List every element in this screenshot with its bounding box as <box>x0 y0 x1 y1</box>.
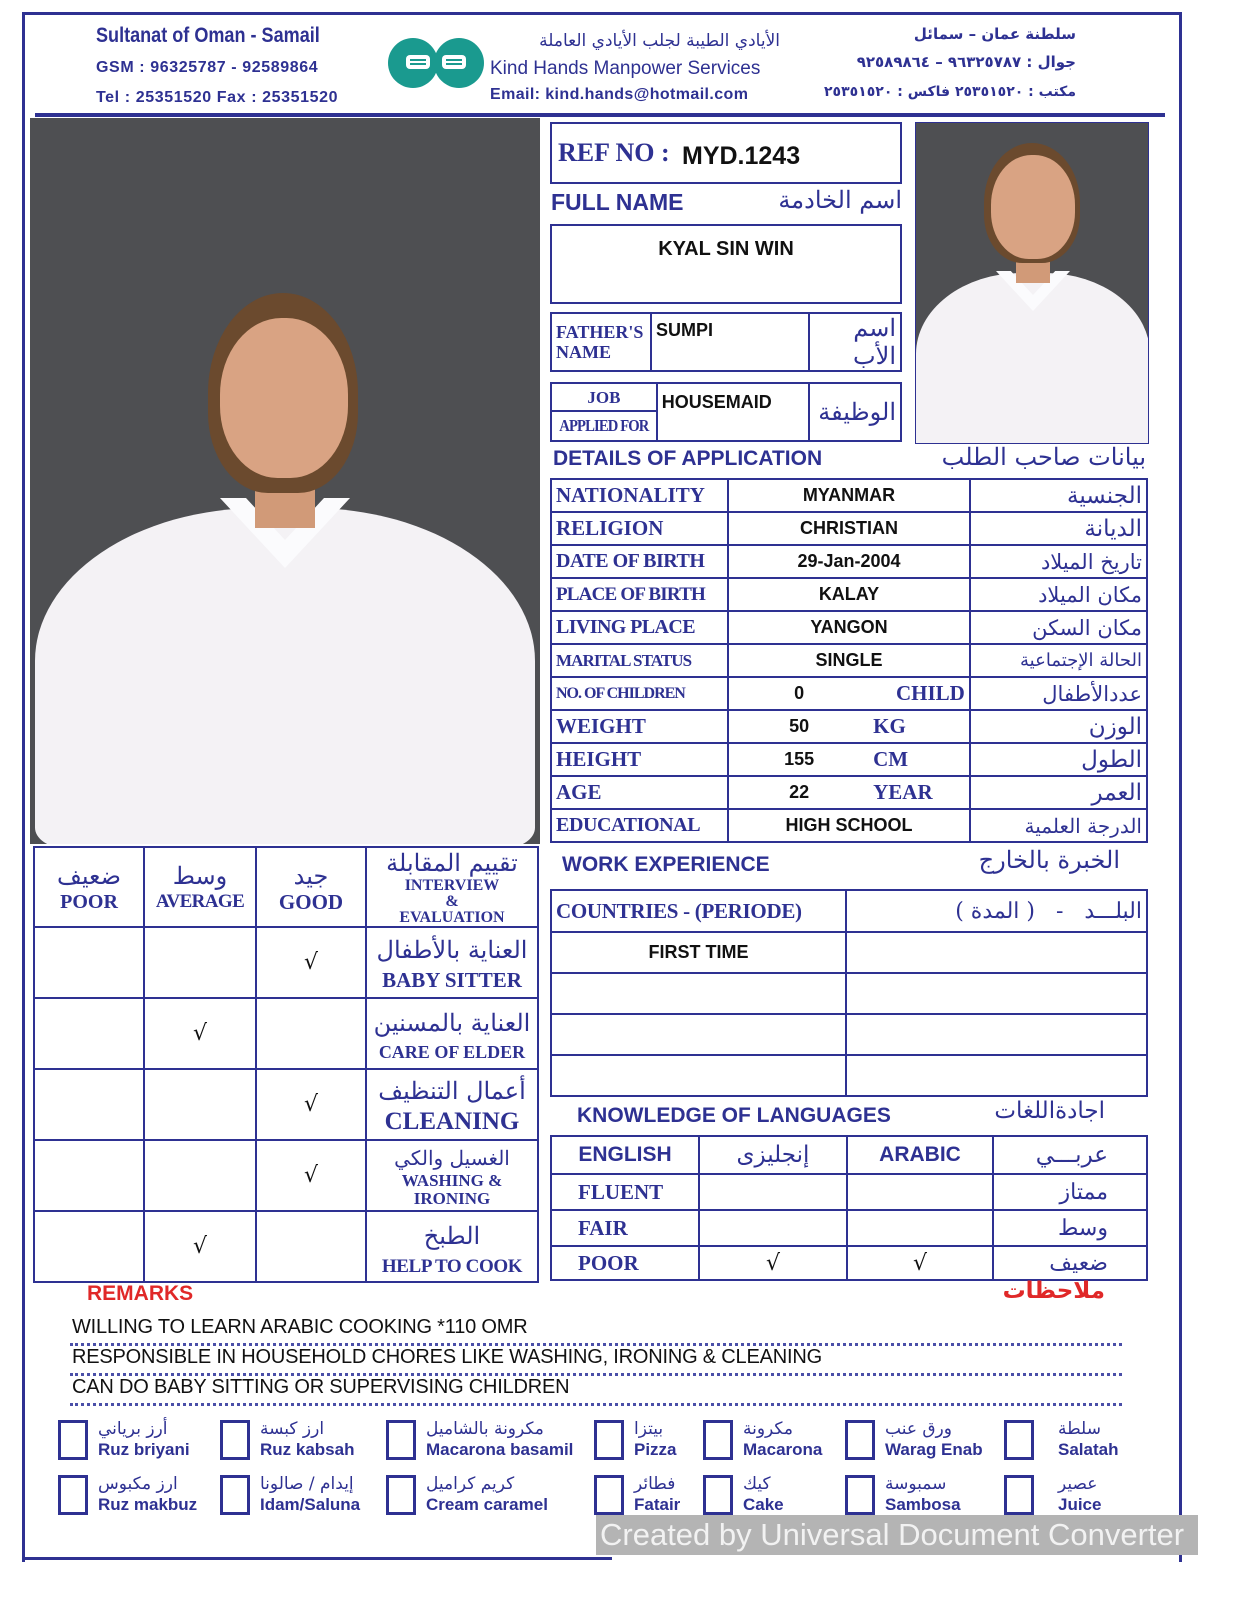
checkbox[interactable] <box>220 1420 250 1460</box>
candidate-photo-full <box>30 118 540 844</box>
checkbox[interactable] <box>845 1420 875 1460</box>
eval-header-interview: تقييم المقابلة INTERVIEW & EVALUATION <box>366 847 538 927</box>
remark-line-1: WILLING TO LEARN ARABIC COOKING *110 OMR <box>72 1316 528 1338</box>
job-table <box>550 382 902 442</box>
food-option-ruz-makbuz[interactable]: ارز مكبوس Ruz makbuz <box>58 1473 197 1515</box>
languages-row-poor: POOR √ √ ضعيف <box>551 1246 1147 1280</box>
full-name-label-ar: اسم الخادمة <box>778 186 902 214</box>
two-hands-logo-icon <box>388 38 484 90</box>
checkbox[interactable] <box>58 1420 88 1460</box>
remark-divider <box>70 1403 1122 1406</box>
header-office-ar: مكتب : ٢٥٣٥١٥٢٠ فاكس : ٢٥٣٥١٥٢٠ <box>824 84 1076 100</box>
work-experience-row <box>551 1014 1147 1055</box>
checkbox[interactable] <box>594 1420 624 1460</box>
work-experience-table <box>550 889 1148 1097</box>
job-value: HOUSEMAID <box>657 383 809 441</box>
eval-header-average: وسط AVERAGE <box>144 847 256 927</box>
checkbox[interactable] <box>703 1475 733 1515</box>
food-option-macarona[interactable]: مكرونة Macarona <box>703 1418 822 1460</box>
ref-no-value: MYD.1243 <box>682 142 801 170</box>
work-experience-title: WORK EXPERIENCE <box>562 853 770 876</box>
food-option-macarona-basamil[interactable]: مكرونة بالشاميل Macarona basamil <box>386 1418 573 1460</box>
company-name-ar: الأيادي الطيبة لجلب الأيادي العاملة <box>539 31 780 51</box>
checkbox[interactable] <box>845 1475 875 1515</box>
languages-header: ENGLISH إنجليزى ARABIC عربـــي <box>551 1136 1147 1174</box>
remarks-label-ar: ملاحظات <box>1002 1278 1105 1304</box>
remarks-label: REMARKS <box>87 1282 194 1305</box>
evaluation-row-baby-sitter: √ العناية بالأطفال BABY SITTER <box>34 927 538 998</box>
eval-header-poor: ضعيف POOR <box>34 847 144 927</box>
company-name-en: Kind Hands Manpower Services <box>490 58 761 79</box>
checkbox[interactable] <box>58 1475 88 1515</box>
checkbox[interactable] <box>386 1420 416 1460</box>
evaluation-row-help-to-cook: √ الطبخ HELP TO COOK <box>34 1211 538 1282</box>
food-option-juice[interactable]: عصير Juice <box>1004 1473 1101 1515</box>
details-row-date-of-birth: DATE OF BIRTH 29-Jan-2004 تاريخ الميلاد <box>551 545 1147 578</box>
details-row-living-place: LIVING PLACE YANGON مكان السكن <box>551 611 1147 644</box>
details-row-age: AGE 22 YEAR العمر <box>551 776 1147 809</box>
job-label-ar: الوظيفة <box>809 383 901 441</box>
father-name-table <box>550 312 902 372</box>
details-title-ar: بيانات صاحب الطلب <box>941 443 1146 471</box>
work-experience-header: COUNTRIES - (PERIODE) البلـــد - ( المدة ) <box>551 890 1147 932</box>
candidate-photo-passport <box>915 122 1149 444</box>
evaluation-table <box>33 846 539 1283</box>
eval-header-good: جيد GOOD <box>256 847 366 927</box>
food-option-fatair[interactable]: فطائر Fatair <box>594 1473 680 1515</box>
evaluation-header-row <box>34 847 538 927</box>
languages-row-fair: FAIR وسط <box>551 1210 1147 1246</box>
father-name-label-ar: اسم الأب <box>809 313 901 371</box>
evaluation-row-washing-ironing: √ الغسيل والكي WASHING & IRONING <box>34 1140 538 1211</box>
food-option-cake[interactable]: كيك Cake <box>703 1473 784 1515</box>
food-option-ruz-briyani[interactable]: أرز برياني Ruz briyani <box>58 1418 190 1460</box>
details-table <box>550 478 1148 843</box>
checkbox[interactable] <box>1004 1475 1034 1515</box>
checkbox[interactable] <box>386 1475 416 1515</box>
details-row-height: HEIGHT 155 CM الطول <box>551 743 1147 776</box>
father-name-value: SUMPI <box>651 313 809 371</box>
ref-no-box <box>550 122 902 184</box>
converter-watermark: Created by Universal Document Converter <box>596 1515 1198 1555</box>
work-experience-row <box>551 973 1147 1014</box>
details-title: DETAILS OF APPLICATION <box>553 447 823 470</box>
header-gsm: GSM : 96325787 - 92589864 <box>96 59 319 76</box>
food-option-ruz-kabsah[interactable]: ارز كبسة Ruz kabsah <box>220 1418 354 1460</box>
food-option-cream-caramel[interactable]: كريم كراميل Cream caramel <box>386 1473 548 1515</box>
languages-title-ar: اجادةاللغات <box>994 1098 1105 1124</box>
details-row-educational: EDUCATIONAL HIGH SCHOOL الدرجة العلمية <box>551 809 1147 842</box>
details-row-place-of-birth: PLACE OF BIRTH KALAY مكان الميلاد <box>551 578 1147 611</box>
remark-line-2: RESPONSIBLE IN HOUSEHOLD CHORES LIKE WASHING, IRONING & CLEANING <box>72 1346 822 1368</box>
father-name-label: FATHER'S NAME <box>551 313 651 371</box>
page-border-bottom <box>22 1557 612 1560</box>
evaluation-row-care-of-elder: √ العناية بالمسنين CARE OF ELDER <box>34 998 538 1069</box>
checkbox[interactable] <box>1004 1420 1034 1460</box>
food-option-pizza[interactable]: بيتزا Pizza <box>594 1418 677 1460</box>
work-experience-row <box>551 1055 1147 1096</box>
languages-row-fluent: FLUENT ممتاز <box>551 1174 1147 1210</box>
full-name-box <box>550 224 902 304</box>
full-name-label: FULL NAME <box>551 189 684 215</box>
food-option-sambosa[interactable]: سمبوسة Sambosa <box>845 1473 961 1515</box>
company-email: Email: kind.hands@hotmail.com <box>490 86 749 103</box>
details-row-marital-status: MARITAL STATUS SINGLE الحالة الإجتماعية <box>551 644 1147 677</box>
languages-table <box>550 1135 1148 1281</box>
details-row-nationality: NATIONALITY MYANMAR الجنسية <box>551 479 1147 512</box>
work-experience-title-ar: الخبرة بالخارج <box>978 846 1120 874</box>
header-mobile-ar: جوال : ٩٦٣٢٥٧٨٧ – ٩٢٥٨٩٨٦٤ <box>856 53 1076 71</box>
job-label: JOB APPLIED FOR <box>551 383 657 441</box>
work-experience-row: FIRST TIME <box>551 932 1147 973</box>
checkbox[interactable] <box>703 1420 733 1460</box>
details-row-religion: RELIGION CHRISTIAN الديانة <box>551 512 1147 545</box>
full-name-value: KYAL SIN WIN <box>658 238 794 260</box>
checkbox[interactable] <box>220 1475 250 1515</box>
food-option-warag-enab[interactable]: ورق عنب Warag Enab <box>845 1418 983 1460</box>
details-row-weight: WEIGHT 50 KG الوزن <box>551 710 1147 743</box>
header-location-ar: سلطنة عمان – سمائل <box>913 25 1076 43</box>
details-row-children: NO. OF CHILDREN 0 CHILD عددالأطفال <box>551 677 1147 710</box>
checkbox[interactable] <box>594 1475 624 1515</box>
languages-title: KNOWLEDGE OF LANGUAGES <box>577 1104 891 1127</box>
food-option-idam-saluna[interactable]: إيدام / صالونا Idam/Saluna <box>220 1473 360 1515</box>
header-location: Sultanat of Oman - Samail <box>96 24 320 47</box>
remark-line-3: CAN DO BABY SITTING OR SUPERVISING CHILDREN <box>72 1376 570 1398</box>
ref-no-label: REF NO : <box>558 138 670 167</box>
header-tel-fax: Tel : 25351520 Fax : 25351520 <box>96 89 339 106</box>
food-option-salatah[interactable]: سلطة Salatah <box>1004 1418 1118 1460</box>
evaluation-row-cleaning: √ أعمال التنظيف CLEANING <box>34 1069 538 1140</box>
header-divider <box>35 113 1165 117</box>
